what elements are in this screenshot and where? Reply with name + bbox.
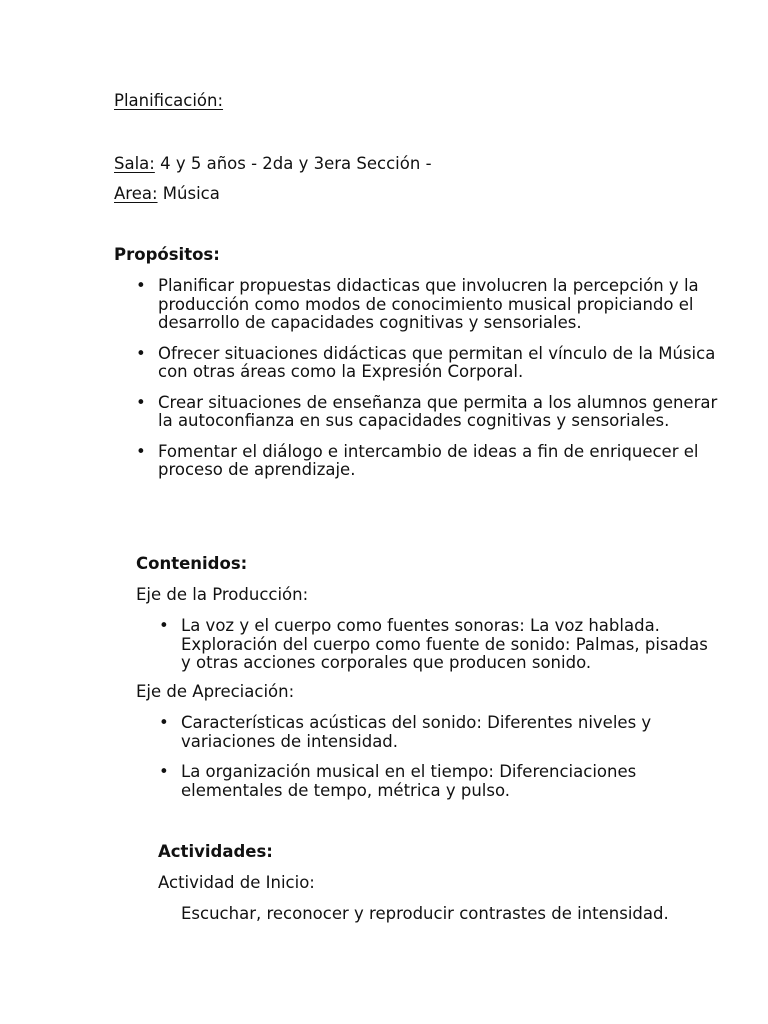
sala-label: Sala: bbox=[114, 154, 155, 173]
list-item bbox=[136, 441, 733, 480]
bullet-icon: • bbox=[136, 392, 146, 412]
propositos-list bbox=[136, 276, 733, 480]
area-line bbox=[114, 185, 220, 204]
produccion-list bbox=[159, 616, 721, 673]
propositos-heading: Propósitos: bbox=[114, 245, 220, 264]
apreciacion-list bbox=[159, 713, 721, 800]
list-item-label: Fomentar el diálogo e intercambio de ideas a fin de enriquecer el proceso de aprendizaje. bbox=[158, 441, 699, 479]
bullet-icon: • bbox=[159, 762, 169, 781]
bullet-icon: • bbox=[159, 616, 169, 635]
document-title: Planificación: bbox=[114, 91, 224, 110]
bullet-icon: • bbox=[136, 441, 146, 461]
list-item bbox=[159, 762, 721, 800]
list-item-label: Planificar propuestas didacticas que involucren la percepción y la producción como modos de conocimiento musical propiciando el desarrollo de capacidades cognitivas y sensoriales. bbox=[158, 276, 699, 332]
list-item-label: Características acústicas del sonido: Diferentes niveles y variaciones de intensidad. bbox=[181, 713, 652, 751]
actividades-heading: Actividades: bbox=[158, 842, 273, 861]
sala-value: 4 y 5 años - 2da y 3era Sección - bbox=[160, 154, 432, 173]
list-item bbox=[159, 713, 721, 751]
contenidos-heading: Contenidos: bbox=[136, 554, 248, 573]
list-item-label: La voz y el cuerpo como fuentes sonoras: La voz hablada. Exploración del cuerpo como fuente de sonido: Palmas, pisadas y otras acciones corporales que producen sonido. bbox=[181, 616, 708, 672]
area-value: Música bbox=[162, 184, 220, 203]
actividad-inicio-text: Escuchar, reconocer y reproducir contrastes de intensidad. bbox=[181, 904, 669, 923]
list-item bbox=[136, 276, 733, 333]
actividad-inicio-label: Actividad de Inicio: bbox=[158, 873, 315, 892]
list-item-label: Ofrecer situaciones didácticas que permitan el vínculo de la Música con otras áreas como la Expresión Corporal. bbox=[158, 343, 716, 381]
bullet-icon: • bbox=[136, 343, 146, 363]
bullet-icon: • bbox=[159, 713, 169, 732]
list-item bbox=[136, 392, 733, 431]
bullet-icon: • bbox=[136, 276, 146, 295]
list-item bbox=[159, 616, 721, 673]
list-item bbox=[136, 343, 733, 382]
eje-apreciacion-label: Eje de Apreciación: bbox=[136, 682, 295, 701]
area-label: Area: bbox=[114, 184, 158, 203]
sala-line bbox=[114, 155, 432, 174]
eje-produccion-label: Eje de la Producción: bbox=[136, 585, 309, 604]
list-item-label: La organización musical en el tiempo: Diferenciaciones elementales de tempo, métrica y pulso. bbox=[181, 762, 637, 800]
list-item-label: Crear situaciones de enseñanza que permita a los alumnos generar la autoconfianza en sus capacidades cognitivas y sensoriales. bbox=[158, 392, 718, 430]
